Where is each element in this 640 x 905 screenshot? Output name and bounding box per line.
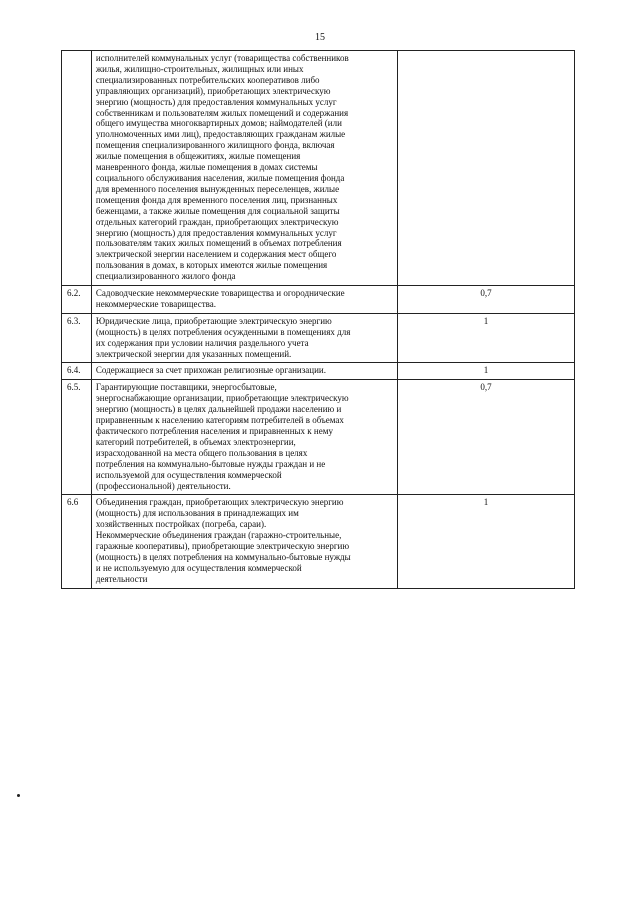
- text-line: приравненным к населению категориям потребителей в объемах: [95, 415, 344, 426]
- text-line: Объединения граждан, приобретающих электрическую энергию: [95, 497, 344, 508]
- row-number: 6.6: [62, 495, 92, 588]
- table-row: [62, 51, 575, 286]
- coefficient-value: 1: [398, 363, 575, 380]
- coefficient-value: 0,7: [398, 286, 575, 314]
- coefficient-value: [398, 51, 575, 286]
- text-line: (мощность) в целях потребления на коммунально-бытовые нужды: [95, 551, 351, 562]
- text-line: гаражные кооперативы), приобретающие электрическую энергию: [95, 541, 350, 552]
- consumer-category-text: [91, 51, 397, 286]
- row-number: 6.3.: [62, 313, 92, 363]
- text-line: пользователям таких жилых помещений в объемах потребления: [95, 238, 342, 249]
- text-line: (мощность) для использования в принадлежащих им: [95, 508, 299, 519]
- text-line: управляющих организаций), приобретающих электрическую: [95, 85, 331, 96]
- coefficient-value: 1: [398, 495, 575, 588]
- table-row: [62, 380, 575, 495]
- row-number: 6.2.: [62, 286, 92, 314]
- text-line: жилья, жилищно-строительных, жилищных или иных: [95, 63, 304, 74]
- tariff-coefficient-table: [61, 50, 575, 589]
- text-line: хозяйственных постройках (погреба, сараи).: [95, 519, 267, 530]
- consumer-category-text: [91, 313, 397, 363]
- table-row: [62, 363, 575, 380]
- consumer-category-text: [91, 380, 397, 495]
- text-line: маневренного фонда, жилые помещения в домах системы: [95, 162, 318, 173]
- text-line: израсходованной на места общего пользования в целях: [95, 447, 308, 458]
- text-line: категорий потребителей, в объемах электроэнергии,: [95, 436, 296, 447]
- text-line: общего имущества многоквартирных домов; наймодателей (или: [95, 118, 342, 129]
- text-line: уполномоченных ими лиц), предоставляющих гражданам жилые: [95, 129, 346, 140]
- text-line: Юридические лица, приобретающие электрическую энергию: [95, 315, 332, 326]
- coefficient-value: 1: [398, 313, 575, 363]
- text-line: электрической энергии населением и содержания мест общего: [95, 249, 337, 260]
- text-line: потребления на коммунально-бытовые нужды граждан и не: [95, 458, 326, 469]
- text-line: энергию (мощность) для предоставления коммунальных услуг: [95, 227, 337, 238]
- table-row: [62, 313, 575, 363]
- text-line: и не используемую для осуществления коммерческой: [95, 562, 302, 573]
- page-number: 15: [315, 32, 325, 43]
- text-line: некоммерческие товарищества.: [95, 298, 217, 309]
- text-line: для временного поселения вынужденных переселенцев, жилые: [95, 183, 340, 194]
- text-line: деятельности: [95, 573, 148, 584]
- text-line: энергию (мощность) в целях дальнейшей продажи населению и: [95, 404, 342, 415]
- text-line: помещения специализированного жилищного фонда, включая: [95, 140, 335, 151]
- stray-dot-mark: [17, 794, 20, 797]
- text-line: (профессиональной) деятельности.: [95, 480, 231, 491]
- text-line: беженцами, а также жилые помещения для социальной защиты: [95, 205, 340, 216]
- text-line: пользования в домах, в которых имеются жилые помещения: [95, 260, 328, 271]
- consumer-category-text: [91, 286, 397, 314]
- text-line: электрической энергии для указанных помещений.: [95, 348, 292, 359]
- text-line: Содержащиеся за счет прихожан религиозные организации.: [95, 365, 326, 376]
- text-line: собственникам и пользователям жилых помещений и содержания: [95, 107, 349, 118]
- text-line: их содержания при условии наличия раздельного учета: [95, 337, 309, 348]
- row-number: 6.4.: [62, 363, 92, 380]
- text-line: жилые помещения в общежитиях, жилые помещения: [95, 151, 301, 162]
- table-row: [62, 286, 575, 314]
- text-line: исполнителей коммунальных услуг (товарищества собственников: [95, 53, 349, 63]
- table-row: [62, 495, 575, 588]
- row-number: 6.5.: [62, 380, 92, 495]
- text-line: (мощность) в целях потребления осужденными в помещениях для: [95, 326, 351, 337]
- text-line: отдельных категорий граждан, приобретающих электрическую: [95, 216, 339, 227]
- text-line: Гарантирующие поставщики, энергосбытовые,: [95, 382, 277, 393]
- consumer-category-text: [91, 495, 397, 588]
- text-line: энергоснабжающие организации, приобретающие электрическую: [95, 393, 349, 404]
- text-line: энергию (мощность) для предоставления коммунальных услуг: [95, 96, 337, 107]
- coefficient-value: 0,7: [398, 380, 575, 495]
- row-number: [62, 51, 92, 286]
- text-line: специализированных потребительских кооперативов либо: [95, 74, 320, 85]
- text-line: специализированного жилого фонда: [95, 271, 236, 282]
- consumer-category-text: [91, 363, 397, 380]
- text-line: Некоммерческие объединения граждан (гаражно-строительные,: [95, 530, 342, 541]
- text-line: Садоводческие некоммерческие товарищества и огороднические: [95, 288, 345, 299]
- text-line: социального обслуживания населения, жилые помещения фонда: [95, 172, 345, 183]
- text-line: помещения фонда для временного поселения лиц, признанных: [95, 194, 338, 205]
- text-line: фактического потребления населения и приравненных к нему: [95, 426, 333, 436]
- text-line: используемой для осуществления коммерческой: [95, 469, 282, 480]
